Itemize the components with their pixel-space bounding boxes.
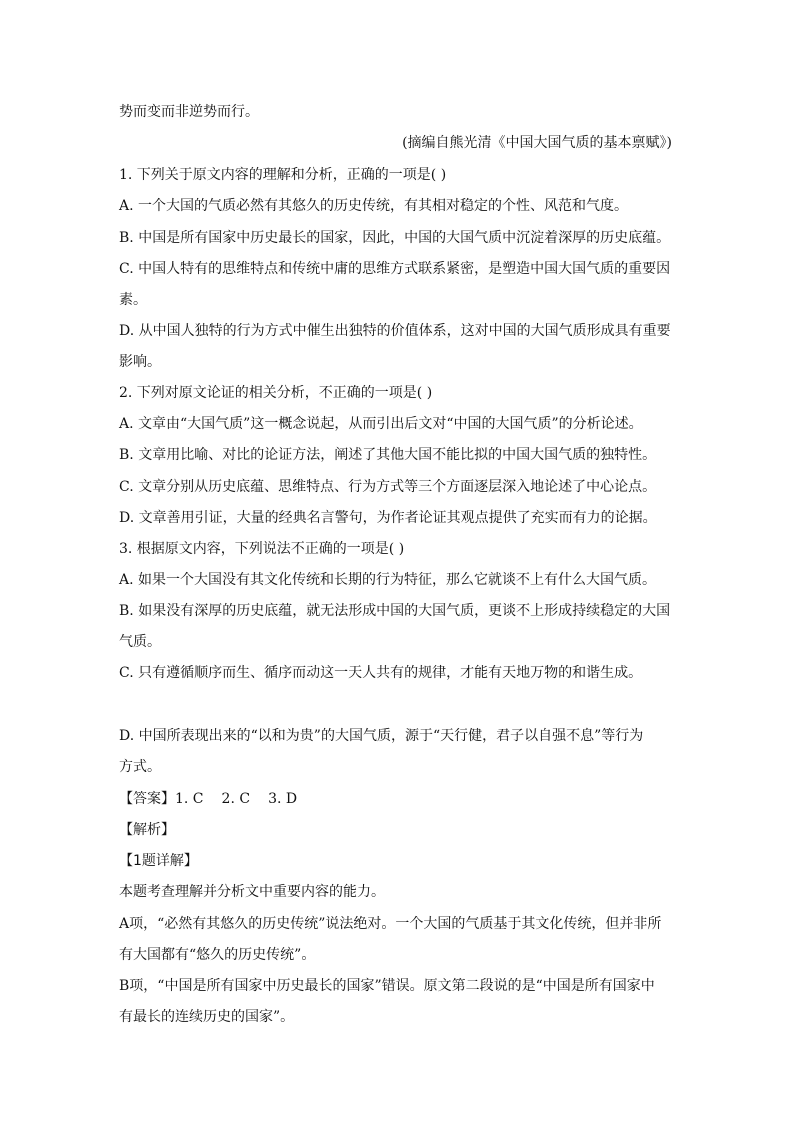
q2-option-d: D. 文章善用引证，大量的经典名言警句，为作者论证其观点提供了充实而有力的论据。 — [119, 510, 657, 526]
intro-tail: 势而变而非逆势而行。 — [119, 104, 259, 120]
q1-option-c-line1: C. 中国人特有的思维特点和传统中庸的思维方式联系紧密，是塑造中国大国气质的重要因 — [119, 261, 671, 277]
q1-detail-a-line2: 有大国都有“悠久的历史传统”。 — [119, 947, 316, 963]
q1-option-d-line1: D. 从中国人独特的行为方式中催生出独特的价值体系，这对中国的大国气质形成具有重要 — [119, 323, 671, 339]
answer-3: 3. D — [268, 791, 298, 807]
question-2-stem: 2. 下列对原文论证的相关分析，不正确的一项是( ) — [119, 385, 433, 401]
answer-line — [119, 790, 297, 808]
q1-detail-b-line2: 有最长的连续历史的国家”。 — [119, 1009, 295, 1025]
q3-option-c: C. 只有遵循顺序而生、循序而动这一天人共有的规律，才能有天地万物的和谐生成。 — [119, 665, 643, 681]
q1-option-b: B. 中国是所有国家中历史最长的国家，因此，中国的大国气质中沉淀着深厚的历史底蕴。 — [119, 230, 671, 246]
q1-option-d-line2: 影响。 — [119, 354, 161, 370]
answer-2: 2. C — [221, 791, 251, 807]
source-citation: (摘编自熊光清《中国大国气质的基本禀赋》) — [402, 135, 672, 151]
q3-option-b-line1: B. 如果没有深厚的历史底蕴，就无法形成中国的大国气质，更谈不上形成持续稳定的大国 — [119, 603, 671, 619]
answer-1: 1. C — [175, 791, 204, 807]
q3-option-d-line2: 方式。 — [119, 759, 161, 775]
q2-option-c: C. 文章分别从历史底蕴、思维特点、行为方式等三个方面逐层深入地论述了中心论点。 — [119, 479, 657, 495]
q3-option-a: A. 如果一个大国没有其文化传统和长期的行为特征，那么它就谈不上有什么大国气质。 — [119, 572, 657, 588]
q2-option-a: A. 文章由“大国气质”这一概念说起，从而引出后文对“中国的大国气质”的分析论述。 — [119, 416, 643, 432]
q1-detail-label: 【1题详解】 — [119, 853, 198, 869]
q1-option-a: A. 一个大国的气质必然有其悠久的历史传统，有其相对稳定的个性、风范和气度。 — [119, 198, 629, 214]
q3-option-b-line2: 气质。 — [119, 634, 161, 650]
q3-option-d-line1: D. 中国所表现出来的“以和为贵”的大国气质，源于“天行健，君子以自强不息”等行为 — [119, 728, 644, 744]
q1-detail-intro: 本题考查理解并分析文中重要内容的能力。 — [119, 884, 385, 900]
q1-option-c-line2: 素。 — [119, 292, 147, 308]
q1-detail-a-line1: A项，“必然有其悠久的历史传统”说法绝对。一个大国的气质基于其文化传统，但并非所 — [119, 916, 662, 932]
question-3-stem: 3. 根据原文内容，下列说法不正确的一项是( ) — [119, 541, 405, 557]
analysis-label: 【解析】 — [119, 822, 175, 838]
q2-option-b: B. 文章用比喻、对比的论证方法，阐述了其他大国不能比拟的中国大国气质的独特性。 — [119, 447, 657, 463]
answer-label: 【答案】 — [119, 791, 175, 807]
question-1-stem: 1. 下列关于原文内容的理解和分析，正确的一项是( ) — [119, 167, 447, 183]
q1-detail-b-line1: B项，“中国是所有国家中历史最长的国家”错误。原文第二段说的是“中国是所有国家中 — [119, 978, 655, 994]
